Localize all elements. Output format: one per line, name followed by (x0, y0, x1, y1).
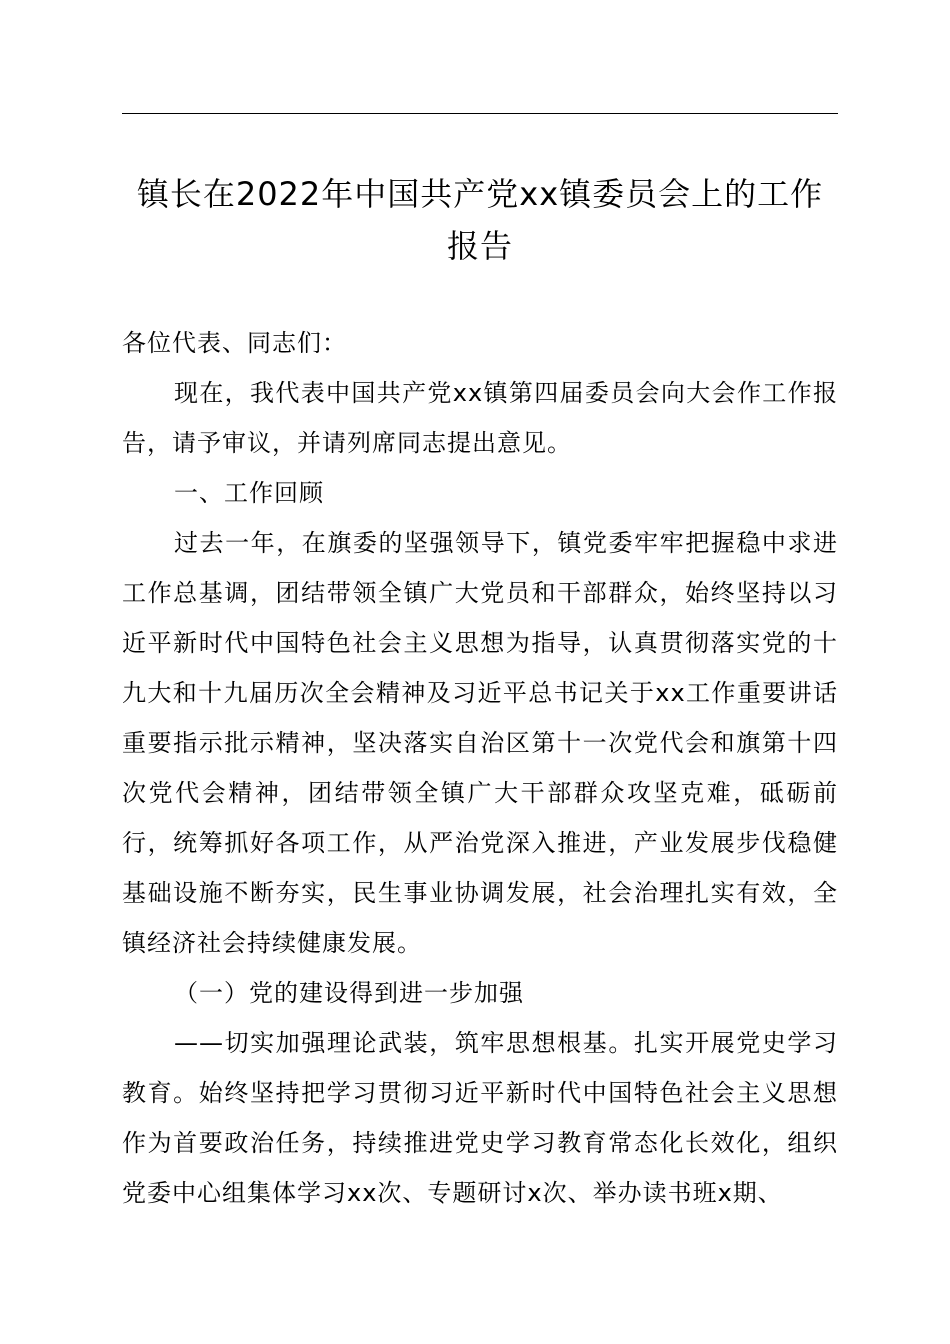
header-rule (122, 113, 838, 114)
theory-paragraph: ——切实加强理论武装，筑牢思想根基。扎实开展党史学习教育。始终坚持把学习贯彻习近平新时代中国特色社会主义思想作为首要政治任务，持续推进党史学习教育常态化长效化，组织党委中心组集体学习xx次、专题研讨x次、举办读书班x期、 (122, 1029, 838, 1207)
review-paragraph: 过去一年，在旗委的坚强领导下，镇党委牢牢把握稳中求进工作总基调，团结带领全镇广大党员和干部群众，始终坚持以习近平新时代中国特色社会主义思想为指导，认真贯彻落实党的十九大和十九届历次全会精神及习近平总书记关于xx工作重要讲话重要指示批示精神，坚决落实自治区第十一次党代会和旗第十四次党代会精神，团结带领全镇广大干部群众攻坚克难，砥砺前行，统筹抓好各项工作，从严治党深入推进，产业发展步伐稳健基础设施不断夯实，民生事业协调发展，社会治理扎实有效，全镇经济社会持续健康发展。 (122, 529, 838, 957)
subsection-heading-party-building: （一）党的建设得到进一步加强 (174, 979, 524, 1007)
document-title: 镇长在2022年中国共产党xx镇委员会上的工作报告 (136, 175, 824, 265)
salutation: 各位代表、同志们： (122, 329, 347, 357)
document-body (122, 318, 838, 1218)
section-heading-work-review: 一、工作回顾 (174, 479, 324, 507)
opening-paragraph: 现在，我代表中国共产党xx镇第四届委员会向大会作工作报告，请予审议，并请列席同志提出意见。 (122, 379, 838, 457)
